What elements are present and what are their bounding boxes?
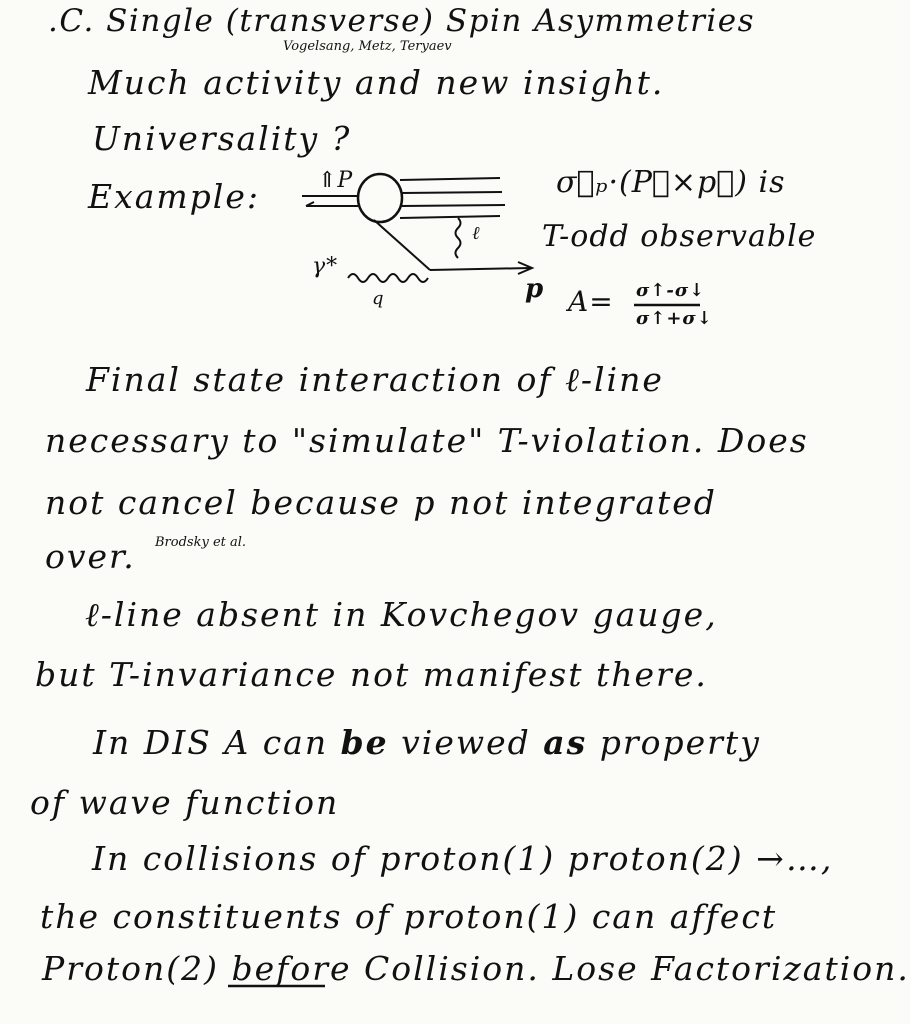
section-heading: .C. Single (transverse) Spin Asymmetries [48,3,756,39]
gluon-line [456,218,461,258]
para1-line1: Final state interaction of ℓ-line [86,360,664,399]
spectator-line [402,192,502,193]
line-activity: Much activity and new insight. [88,63,665,102]
struck-quark-line [374,220,430,270]
para1-line2: necessary to "simulate" T-violation. Does [45,421,809,460]
example-label: Example: [88,177,260,216]
para1-line3: not cancel because p not integrated [45,483,717,522]
observable-expression: σ⃗ₚ·(P⃗×p⃗) is [556,165,786,200]
photon-line [348,274,428,282]
para2-line2: but T-invariance not manifest there. [35,655,708,694]
para3-line2: of wave function [30,783,340,822]
asymmetry-numerator: σ↑-σ↓ [636,280,706,301]
line-universality: Universality ? [92,119,352,158]
gamma-label: γ* [312,254,339,279]
q-label: q [372,288,385,309]
para2-line1: ℓ-line absent in Kovchegov gauge, [85,595,718,634]
ell-label: ℓ [472,223,481,244]
asymmetry-denominator: σ↑+σ↓ [636,308,713,329]
asymmetry-prefix: A= [568,285,614,318]
observable-description: T-odd observable [542,219,817,254]
brodsky-annotation: Brodsky et al. [155,535,247,550]
para4-line2: the constituents of proton(1) can affect [40,897,778,936]
proton-label: ⇑P [318,168,354,193]
spectator-line [402,205,505,206]
para4-line1: In collisions of proton(1) proton(2) →…, [92,839,834,878]
para3-line1: In DIS A can be viewed as property [93,723,761,762]
hadron-blob [358,174,402,222]
para4-line3: Proton(2) before Collision. Lose Factorization. [42,949,910,988]
p-label: p [525,274,545,304]
ell-line [400,216,500,218]
para1-line4: over. [45,537,136,576]
spectator-line [400,178,500,180]
outgoing-p-line [430,268,530,270]
authors-annotation: Vogelsang, Metz, Teryaev [283,39,452,54]
